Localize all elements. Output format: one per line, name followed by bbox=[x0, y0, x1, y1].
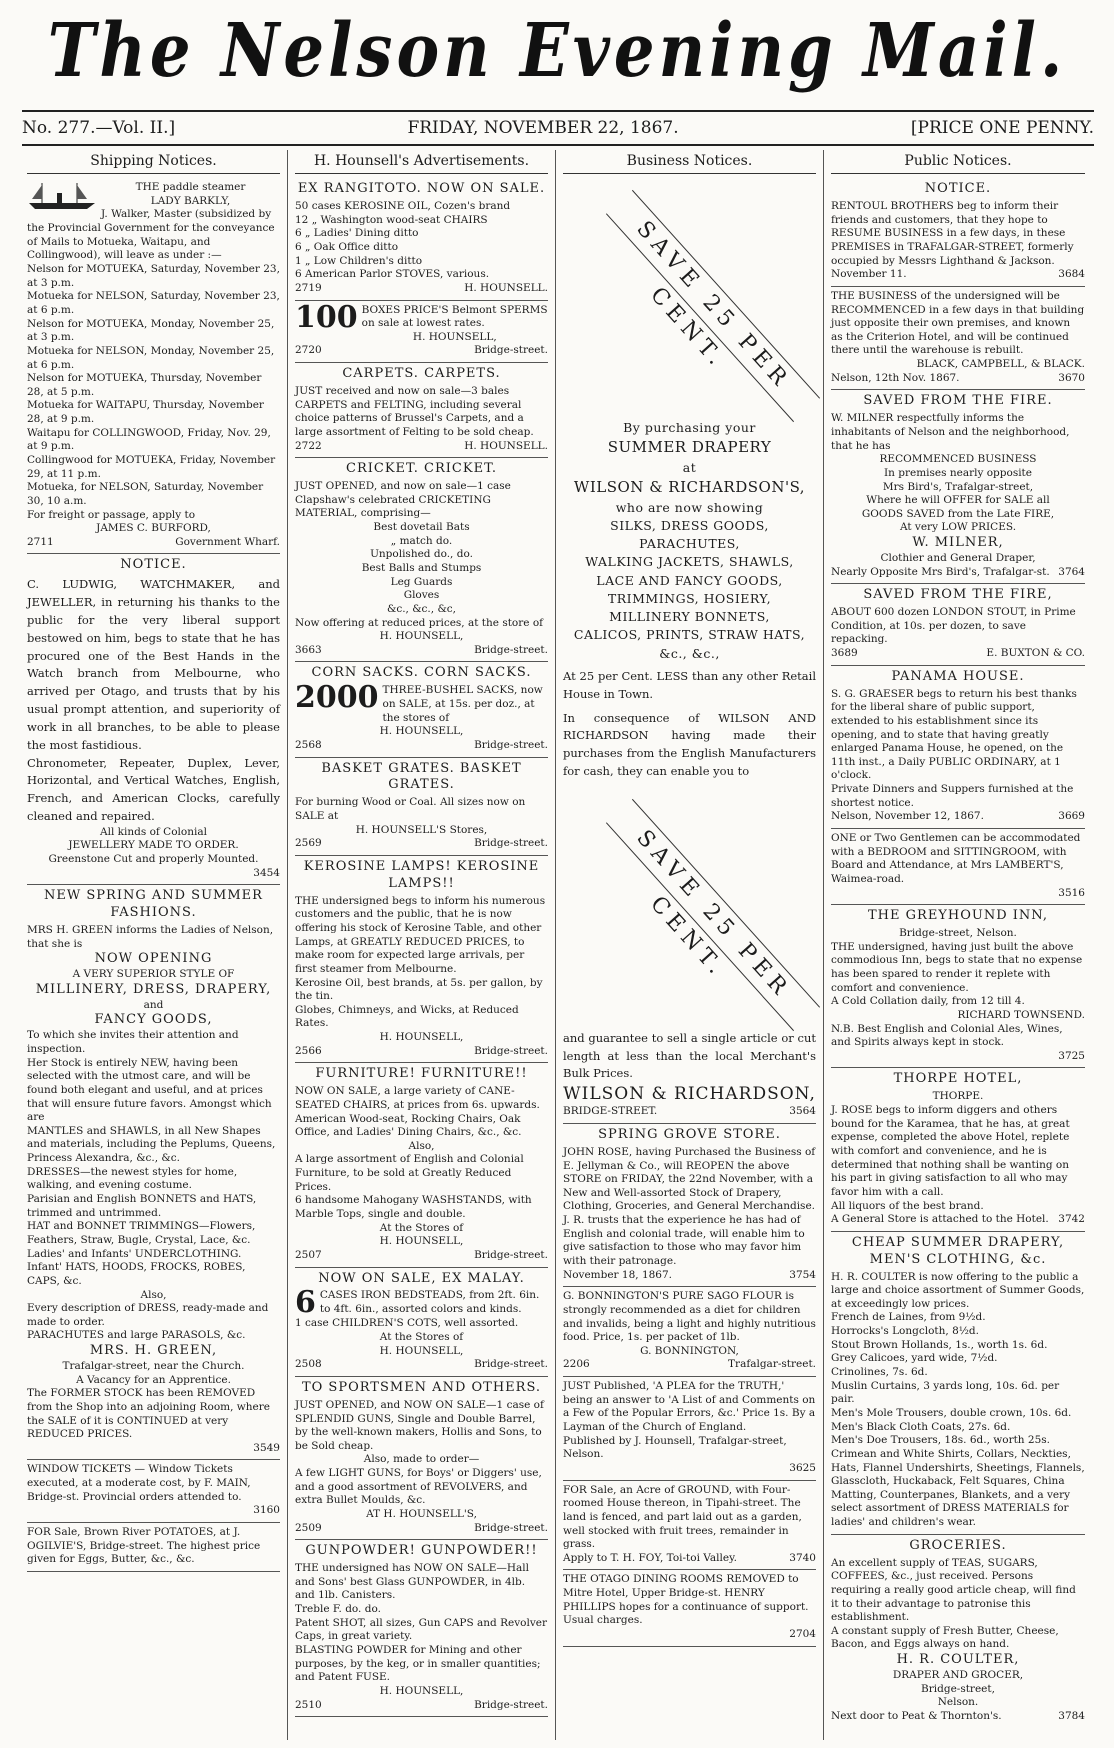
ad-date: Nelson, 12th Nov. 1867. bbox=[831, 371, 960, 384]
ad-text: N.B. Best English and Colonial Ales, Wines, and Spirits always kept in stock. bbox=[831, 1022, 1063, 1049]
ad-number: 3625 bbox=[789, 1461, 816, 1474]
ad-text: at bbox=[682, 459, 697, 475]
ad-number: 3454 bbox=[253, 866, 280, 879]
wilson-richardson-footer bbox=[563, 1027, 816, 1124]
wilson-richardson-ad bbox=[563, 420, 816, 662]
ad-heading: EX RANGITOTO. NOW ON SALE. bbox=[297, 181, 546, 197]
ad-date: Nelson, November 12, 1867. bbox=[831, 810, 984, 823]
ad-place: Bridge-street. bbox=[474, 1521, 548, 1534]
ad-text: 1 case CHILDREN'S COTS, well assorted. bbox=[295, 1317, 519, 1330]
ad-text: who are now showing bbox=[615, 499, 764, 515]
list-item: Crinolines, 7s. 6d. bbox=[831, 1366, 928, 1379]
steamship-icon bbox=[27, 181, 97, 211]
list-item: „ match do. bbox=[390, 534, 453, 547]
ad-window-tickets bbox=[27, 1460, 280, 1523]
column-public bbox=[824, 150, 1092, 1740]
column-header: Business Notices. bbox=[563, 150, 816, 174]
ad-sperms bbox=[295, 301, 548, 364]
ad-heading: SAVED FROM THE FIRE, bbox=[863, 587, 1053, 603]
ad-place: BRIDGE-STREET. bbox=[563, 1105, 658, 1118]
list-item: MILLINERY BONNETS, bbox=[609, 609, 770, 625]
ad-number: 3684 bbox=[1058, 268, 1085, 281]
ad-otago-dining bbox=[563, 1570, 816, 1646]
list-item: Men's Mole Trousers, double crown, 10s. 6d. bbox=[831, 1406, 1072, 1419]
ad-acre bbox=[563, 1481, 816, 1571]
list-item: 50 cases KEROSINE OIL, Cozen's brand bbox=[295, 200, 511, 213]
ad-text: A large assortment of English and Colonial Furniture, to be sold at Greatly Reduced Prices. bbox=[295, 1153, 524, 1193]
ad-text: GOODS SAVED from the Late FIRE, bbox=[861, 507, 1055, 520]
ad-heading: GUNPOWDER! GUNPOWDER!! bbox=[305, 1543, 538, 1559]
ad-text: At the Stores of bbox=[379, 1331, 464, 1344]
ad-plea bbox=[563, 1377, 816, 1480]
issue-price: [PRICE ONE PENNY. bbox=[910, 118, 1094, 138]
ad-body: C. LUDWIG, WATCHMAKER, and JEWELLER, in returning his thanks to the public for the very liberal support bestowed on him, begs to state that he has procured one of the Best Hands in the Watch branch from Melbourne, who arrived per Otago, and trusts that by his usual prompt attention, and superiority of work in all branches, to be able to please the most fastidious. bbox=[27, 577, 280, 752]
ad-place: Bridge-street. bbox=[474, 643, 548, 656]
schedule-item: Motueka for NELSON, Monday, November 25, at 6 p.m. bbox=[27, 344, 275, 371]
ad-number: 3725 bbox=[1058, 1049, 1085, 1062]
ad-body: JOHN ROSE, having Purchased the Business of E. Jellyman & Co., will REOPEN the above STORE on FRIDAY, the 22nd November, with a New and Well-assorted Stock of Drapery, Clothing, Groceries, and General Merchandise. bbox=[563, 1145, 816, 1213]
ad-place: Bridge-street. bbox=[474, 1698, 548, 1711]
ad-body: J. ROSE begs to inform diggers and others bound for the Karamea, that he has, at great expense, completed the above Hotel, replete with comfort and convenience, and he is determined that nothing shall be wanting on his part in giving satisfaction to all who may favor him with a call. bbox=[831, 1104, 1070, 1198]
schedule-item: Nelson for MOTUEKA, Saturday, November 23, at 3 p.m. bbox=[27, 263, 280, 289]
ad-kerosine-lamps bbox=[295, 856, 548, 1063]
list-item: Horrocks's Longcloth, 8½d. bbox=[831, 1325, 979, 1338]
ad-text: RECOMMENCED BUSINESS bbox=[879, 453, 1037, 466]
schedule-item: Nelson for MOTUEKA, Thursday, November 28, at 5 p.m. bbox=[27, 372, 262, 398]
ad-body: THE BUSINESS of the undersigned will be RECOMMENCED in a few days in that building just opposite their own premises, and known as the Criterion Hotel, and will be continued there until the warehouse is rebuilt. bbox=[831, 289, 1085, 357]
save-banner-top bbox=[563, 178, 816, 418]
list-item: &c., &c., bbox=[659, 645, 720, 661]
ad-text: Next door to Peat & Thornton's. bbox=[831, 1709, 1002, 1722]
ad-text: DRAPER AND GROCER, bbox=[892, 1669, 1024, 1681]
ad-black-campbell bbox=[831, 287, 1085, 390]
ad-milner bbox=[831, 390, 1085, 584]
ad-number: 2510 bbox=[295, 1698, 322, 1711]
list-item: MANTLES and SHAWLS, in all New Shapes and materials, including the Peplums, Queens, Princess Alexandra, &c., &c. bbox=[27, 1124, 276, 1165]
ad-text: BLASTING POWDER for Mining and other purposes, by the keg, or in smaller quantities; and Patent FUSE. bbox=[295, 1644, 541, 1684]
ad-name: W. MILNER, bbox=[912, 535, 1004, 551]
ad-body: THE undersigned has NOW ON SALE—Hall and Sons' best Glass GUNPOWDER, in 4lb. and 1lb. Canisters. bbox=[295, 1562, 529, 1602]
ad-number: 3663 bbox=[295, 643, 322, 656]
ad-corn-sacks bbox=[295, 662, 548, 757]
ad-body: G. BONNINGTON'S PURE SAGO FLOUR is strongly recommended as a diet for children and invalids, being a light and highly nutritious food. Price, 1s. per packet of 1lb. bbox=[563, 1290, 816, 1344]
ad-text: The FORMER STOCK has been REMOVED from the Shop into an adjoining Room, where the SALE of it is CONTINUED at very REDUCED PRICES. bbox=[27, 1387, 270, 1441]
ad-sportsmen bbox=[295, 1377, 548, 1540]
firm-name: WILSON & RICHARDSON, bbox=[563, 1084, 816, 1105]
save-banner-bottom bbox=[563, 787, 816, 1027]
ad-heading: PANAMA HOUSE. bbox=[891, 668, 1025, 684]
ad-text: A Vacancy for an Apprentice. bbox=[76, 1373, 231, 1386]
ad-text: Treble F. do. do. bbox=[295, 1603, 381, 1616]
ad-text: Private Dinners and Suppers furnished at the shortest notice. bbox=[831, 783, 1074, 809]
ad-number: 2720 bbox=[295, 344, 322, 357]
ad-text: Apply to T. H. FOY, Toi-toi Valley. bbox=[563, 1551, 737, 1564]
ad-furniture bbox=[295, 1063, 548, 1267]
ad-text: Patent SHOT, all sizes, Gun CAPS and Revolver Caps, in great variety. bbox=[295, 1616, 548, 1643]
ad-place: Government Wharf. bbox=[175, 535, 280, 548]
ad-heading: NEW SPRING AND SUMMER FASHIONS. bbox=[44, 888, 263, 921]
schedule-item: Motueka for WAITAPU, Thursday, November 28, at 9 p.m. bbox=[27, 399, 264, 426]
ad-number: 3549 bbox=[253, 1441, 280, 1454]
ad-signature: AT H. HOUNSELL'S, bbox=[366, 1508, 477, 1521]
ad-signature: H. HOUNSELL. bbox=[464, 281, 548, 294]
ad-panama bbox=[831, 666, 1085, 829]
list-item: SILKS, DRESS GOODS, bbox=[610, 517, 769, 533]
save-banner-text: SAVE 25 PER CENT. bbox=[606, 799, 820, 1031]
ad-place: Bridge-street. bbox=[474, 344, 548, 357]
ad-body: In consequence of WILSON AND RICHARDSON having made their purchases from the English Manufacturers for cash, they can enable you to bbox=[563, 710, 816, 778]
ad-number: 3516 bbox=[1058, 886, 1085, 899]
ad-signature: H. HOUNSELL, bbox=[379, 1235, 464, 1248]
ad-greyhound bbox=[831, 905, 1085, 1068]
ad-text: Kerosine Oil, best brands, at 5s. per gallon, by the tin. bbox=[295, 976, 543, 1003]
ad-body: FOR Sale, Brown River POTATOES, at J. OGILVIE'S, Bridge-street. The highest price given for Eggs, Butter, &c., &c. bbox=[27, 1526, 261, 1566]
ad-body: BOXES PRICE'S Belmont SPERMS on sale at lowest rates. bbox=[361, 303, 548, 330]
list-item: Men's Black Cloth Coats, 27s. 6d. bbox=[831, 1420, 1011, 1433]
ad-signature: G. BONNINGTON, bbox=[640, 1344, 739, 1357]
ship-line1: THE paddle steamer bbox=[135, 181, 246, 194]
ad-heading: BASKET GRATES. BASKET GRATES. bbox=[321, 760, 522, 793]
ad-body: S. G. GRAESER begs to return his best thanks for the liberal share of public support, extended to his establishment since its opening, and to state that having greatly enlarged Panama House, he opened, on the 11th inst., a Daily PUBLIC ORDINARY, at 1 o'clock. bbox=[831, 687, 1077, 782]
ad-place: Bridge-street. bbox=[474, 738, 548, 751]
ad-text: Every description of DRESS, ready-made and made to order. bbox=[27, 1302, 269, 1328]
ad-body: JUST OPENED, and NOW ON SALE—1 case of SPLENDID GUNS, Single and Double Barrel, by the well-known makers, Hollis and Sons, to be Sold cheap. bbox=[295, 1398, 544, 1452]
issue-number: No. 277.—Vol. II.] bbox=[22, 118, 176, 138]
list-item: Men's Doe Trousers, 18s. 6d., worth 25s. bbox=[831, 1434, 1050, 1447]
list-item: French de Laines, from 9½d. bbox=[831, 1311, 986, 1324]
ad-text: At the Stores of bbox=[379, 1221, 464, 1234]
list-item: Unpolished do., do. bbox=[370, 548, 473, 561]
ad-lambert bbox=[831, 829, 1085, 905]
ad-text: Crimean and White Shirts, Collars, Neckties, Hats, Flannel Undershirts, Sheetings, Flannels, Glasscloth, Huckaback, Felt Squares, China Matting, Counterpanes, Blankets, and a very select assortment of DRESS MATERIALS for ladies' and children's wear. bbox=[831, 1447, 1085, 1529]
list-item: PARACHUTES, bbox=[639, 536, 740, 552]
agent-name: JAMES C. BURFORD, bbox=[96, 522, 211, 535]
ad-heading: GROCERIES. bbox=[909, 1537, 1007, 1553]
ad-signature: H. HOUNSELL, bbox=[379, 1344, 464, 1357]
ad-place: Bridge-street. bbox=[474, 1044, 548, 1057]
ad-signature: H. HOUNSELL, bbox=[412, 330, 497, 343]
ad-body: An excellent supply of TEAS, SUGARS, COFFEES, &c., just received. Persons requiring a really good article cheap, will find it to their advantage to patronise this establishment. bbox=[831, 1556, 1076, 1624]
list-item: Leg Guards bbox=[390, 575, 453, 588]
ad-text: A General Store is attached to the Hotel. bbox=[831, 1213, 1049, 1226]
ad-heading: TO SPORTSMEN AND OTHERS. bbox=[301, 1380, 542, 1396]
firm-name: WILSON & RICHARDSON'S, bbox=[573, 478, 806, 497]
schedule-item: Motueka, for NELSON, Saturday, November 30, 10 a.m. bbox=[27, 481, 264, 507]
ad-text: A few LIGHT GUNS, for Boys' or Diggers' use, and a good assortment of REVOLVERS, and extra Bullet Moulds, &c. bbox=[295, 1467, 542, 1507]
schedule-item: Motueka for NELSON, Saturday, November 23, at 6 p.m. bbox=[27, 290, 280, 316]
ad-number: 2507 bbox=[295, 1248, 322, 1261]
ad-number: 3564 bbox=[789, 1105, 816, 1118]
ad-text: Trafalgar-street, near the Church. bbox=[62, 1359, 245, 1372]
ad-text: In premises nearly opposite bbox=[884, 466, 1032, 479]
list-item: CALICOS, PRINTS, STRAW HATS, bbox=[573, 627, 806, 643]
ad-number: 2206 bbox=[563, 1358, 590, 1371]
ad-malay bbox=[295, 1268, 548, 1377]
ad-heading: CHEAP SUMMER DRAPERY, MEN'S CLOTHING, &c. bbox=[851, 1234, 1065, 1267]
ad-text: Bridge-street, Nelson. bbox=[899, 927, 1017, 940]
save-banner-text: SAVE 25 PER CENT. bbox=[606, 190, 820, 422]
masthead bbox=[0, 0, 1114, 104]
ad-lady-barkly bbox=[27, 178, 280, 554]
ad-coulter bbox=[831, 1232, 1085, 1535]
ad-text: Globes, Chimneys, and Wicks, at Reduced Rates. bbox=[295, 1003, 519, 1030]
ad-number: 3689 bbox=[831, 647, 858, 660]
list-item: Stout Brown Hollands, 1s., worth 1s. 6d. bbox=[831, 1338, 1048, 1351]
ad-number: 3754 bbox=[789, 1268, 816, 1281]
issue-date: FRIDAY, NOVEMBER 22, 1867. bbox=[407, 118, 679, 138]
ad-cricket bbox=[295, 458, 548, 662]
ad-text: SUMMER DRAPERY bbox=[607, 438, 772, 457]
ad-body: and guarantee to sell a single article or cut length at less than the local Merchant's Bulk Prices. bbox=[563, 1030, 816, 1081]
ad-text: Bridge-street, bbox=[921, 1682, 995, 1695]
ad-heading: CRICKET. CRICKET. bbox=[346, 461, 497, 477]
ad-text: All liquors of the best brand. bbox=[831, 1199, 984, 1212]
list-item: Parisian and English BONNETS and HATS, trimmed and untrimmed. bbox=[27, 1193, 257, 1219]
column-shipping bbox=[20, 150, 288, 1740]
ad-big-number: 6 bbox=[295, 1285, 316, 1321]
ad-signature: H. HOUNSELL, bbox=[379, 725, 464, 738]
schedule-item: Collingwood for MOTUEKA, Friday, November 29, at 11 p.m. bbox=[27, 454, 276, 480]
ad-heading: CORN SACKS. CORN SACKS. bbox=[311, 665, 532, 681]
ad-number: 2711 bbox=[27, 535, 54, 548]
ad-text: Where he will OFFER for SALE all bbox=[866, 494, 1050, 507]
ad-place: Nearly Opposite Mrs Bird's, Trafalgar-st. bbox=[831, 565, 1050, 578]
ad-body: ABOUT 600 dozen LONDON STOUT, in Prime Condition, at 10s. per dozen, to save repacking. bbox=[831, 606, 1076, 646]
ad-body: Chronometer, Repeater, Duplex, Lever, Horizontal, and Vertical Watches, English, French, and American Clocks, carefully cleaned and repaired. bbox=[27, 755, 280, 823]
column-header: Public Notices. bbox=[831, 150, 1085, 174]
ad-date: November 18, 1867. bbox=[563, 1268, 672, 1281]
newspaper-title: The Nelson Evening Mail. bbox=[47, 8, 1067, 95]
ad-heading: NOTICE. bbox=[924, 181, 992, 197]
ad-number: 2569 bbox=[295, 837, 322, 850]
ad-text: Nelson. bbox=[937, 1696, 979, 1709]
ad-text: and bbox=[143, 998, 164, 1011]
ad-number: 3742 bbox=[1058, 1213, 1085, 1226]
list-item: Ladies' and Infants' UNDERCLOTHING. bbox=[27, 1247, 242, 1260]
column-business bbox=[556, 150, 824, 1740]
ad-text: Also, bbox=[408, 1139, 435, 1152]
list-item: WALKING JACKETS, SHAWLS, bbox=[585, 554, 794, 570]
list-item: Gloves bbox=[403, 589, 440, 602]
ad-body: CASES IRON BEDSTEADS, from 2ft. 6in. to 4ft. 6in., assorted colors and kinds. bbox=[319, 1289, 540, 1316]
ad-text: Mrs Bird's, Trafalgar-street, bbox=[882, 480, 1034, 493]
ad-number: 2719 bbox=[295, 281, 322, 294]
ad-body: MRS H. GREEN informs the Ladies of Nelson, that she is bbox=[27, 924, 274, 950]
ad-heading: NOTICE. bbox=[120, 557, 187, 573]
ad-number: 3764 bbox=[1058, 565, 1085, 578]
ad-heading: SAVED FROM THE FIRE. bbox=[863, 393, 1053, 409]
ad-signature: H. HOUNSELL. bbox=[464, 439, 548, 452]
ad-body: WINDOW TICKETS — Window Tickets executed, at a moderate cost, by F. MAIN, Bridge-st. Provincial orders attended to. bbox=[27, 1463, 251, 1503]
ad-potatoes bbox=[27, 1523, 280, 1572]
ad-body: JUST received and now on sale—3 bales CARPETS and FELTING, including several choice patterns of Brussel's Carpets, and a large assortment of Felting to be sold cheap. bbox=[295, 385, 534, 438]
ad-text: Now offering at reduced prices, at the store of bbox=[295, 616, 544, 629]
ad-text: Also, bbox=[140, 1288, 167, 1301]
ad-signature: H. HOUNSELL, bbox=[379, 630, 464, 643]
list-item: 12 „ Washington wood-seat CHAIRS bbox=[295, 213, 488, 226]
ad-number: 2509 bbox=[295, 1521, 322, 1534]
column-header: Shipping Notices. bbox=[27, 150, 280, 174]
ad-buxton bbox=[831, 584, 1085, 665]
ad-gunpowder bbox=[295, 1540, 548, 1717]
schedule-item: Nelson for MOTUEKA, Monday, November 25, at 3 p.m. bbox=[27, 317, 275, 344]
ad-body: NOW ON SALE, a large variety of CANE-SEATED CHAIRS, at prices from 6s. upwards. American Wood-seat, Rocking Chairs, Oak Office, and Ladies' Dining Chairs, &c., &c. bbox=[295, 1085, 540, 1139]
ad-signature: H. HOUNSELL, bbox=[379, 1684, 464, 1697]
ad-text: A Cold Collation daily, from 12 till 4. bbox=[831, 995, 1025, 1008]
ad-body: W. MILNER respectfully informs the inhabitants of Nelson and the neighborhood, that he has bbox=[831, 412, 1070, 452]
ad-text: MILLINERY, DRESS, DRAPERY, bbox=[35, 981, 272, 997]
ad-text: A constant supply of Fresh Butter, Cheese, Bacon, and Eggs always on hand. bbox=[831, 1624, 1059, 1651]
ad-text: Clothier and General Draper, bbox=[880, 551, 1036, 564]
ad-body: For burning Wood or Coal. All sizes now on SALE at bbox=[295, 796, 526, 822]
ad-text: Published by J. Hounsell, Trafalgar-street, Nelson. bbox=[563, 1434, 787, 1461]
ad-place: Bridge-street. bbox=[474, 1248, 548, 1261]
ad-big-number: 2000 bbox=[295, 680, 379, 716]
ad-body: THE undersigned begs to inform his numerous customers and the public, that he is now offering his stock of Kerosine Table, and other Lamps, at GREATLY REDUCED PRICES, to make room for expected large arrivals, per first steamer from Melbourne. bbox=[295, 894, 546, 975]
ad-text: 6 handsome Mahogany WASHSTANDS, with Marble Tops, single and double. bbox=[295, 1194, 532, 1220]
ad-text: All kinds of Colonial bbox=[100, 825, 207, 838]
list-item: HAT and BONNET TRIMMINGS—Flowers, Feathers, Straw, Bugle, Crystal, Lace, &c. bbox=[27, 1220, 256, 1246]
ad-number: 2722 bbox=[295, 439, 322, 452]
ad-groceries bbox=[831, 1535, 1085, 1728]
ad-number: 2704 bbox=[789, 1628, 816, 1641]
list-item: 6 American Parlor STOVES, various. bbox=[295, 268, 490, 281]
ad-text: J. R. trusts that the experience he has had of English and colonial trade, will enable him to give satisfaction to those who may favor him with their patronage. bbox=[563, 1214, 805, 1267]
ad-signature: RICHARD TOWNSEND. bbox=[957, 1008, 1085, 1021]
ad-body: JUST Published, 'A PLEA for the TRUTH,' being an answer to 'A List of and Comments on a Few of the Popular Errors, &c.' Price 1s. By a Layman of the Church of England. bbox=[563, 1380, 816, 1434]
list-item: Best Balls and Stumps bbox=[361, 561, 482, 574]
ad-body: RENTOUL BROTHERS beg to inform their friends and customers, that they hope to RESUME BUSINESS in a few days, in these PREMISES in TRAFALGAR-STREET, formerly occupied by Messrs Lighthand & Jackson. bbox=[831, 200, 1074, 267]
ad-text: A VERY SUPERIOR STYLE OF bbox=[72, 968, 235, 981]
ad-text: NOW OPENING bbox=[94, 951, 213, 967]
ad-name: MRS. H. GREEN, bbox=[89, 1343, 218, 1359]
ad-thorpe bbox=[831, 1068, 1085, 1231]
ad-number: 2566 bbox=[295, 1044, 322, 1057]
list-item: Infant' HATS, HOODS, FROCKS, ROBES, CAPS, &c. bbox=[27, 1261, 246, 1287]
ad-date: November 11. bbox=[831, 268, 907, 281]
ad-number: 3740 bbox=[789, 1551, 816, 1564]
dateline bbox=[22, 110, 1094, 146]
ship-name: LADY BARKLY, bbox=[150, 194, 231, 207]
ad-text: At very LOW PRICES. bbox=[899, 521, 1017, 534]
ad-text: To which she invites their attention and inspection. bbox=[27, 1029, 239, 1055]
ad-text: FANCY GOODS, bbox=[94, 1012, 213, 1028]
ship-body: J. Walker, Master (subsidized by the Provincial Government for the conveyance of Mails to Motueka, Waitapu, and Collingwood), will leave as under :— bbox=[27, 208, 275, 262]
ad-number: 3669 bbox=[1058, 810, 1085, 823]
list-item: LACE AND FANCY GOODS, bbox=[596, 572, 783, 588]
ad-big-number: 100 bbox=[295, 299, 358, 335]
ad-basket-grates bbox=[295, 758, 548, 856]
schedule-item: Waitapu for COLLINGWOOD, Friday, Nov. 29, at 9 p.m. bbox=[27, 426, 271, 453]
ad-heading: FURNITURE! FURNITURE!! bbox=[315, 1066, 528, 1082]
ad-ludwig bbox=[27, 554, 280, 885]
ad-heading: NOW ON SALE, EX MALAY. bbox=[318, 1270, 525, 1286]
ad-text: By purchasing your bbox=[623, 420, 756, 436]
list-item: Muslin Curtains, 3 yards long, 10s. 6d. per pair. bbox=[831, 1379, 1060, 1406]
ad-place: Bridge-street. bbox=[474, 837, 548, 850]
ad-rangitoto bbox=[295, 178, 548, 300]
list-item: 1 „ Low Children's ditto bbox=[295, 254, 423, 267]
list-item: 6 „ Oak Office ditto bbox=[295, 241, 399, 253]
ad-fashions bbox=[27, 885, 280, 1460]
list-item: DRESSES—the newest styles for home, walking, and evening costume. bbox=[27, 1165, 238, 1192]
ad-heading: KEROSINE LAMPS! KEROSINE LAMPS!! bbox=[303, 858, 540, 891]
freight-text: For freight or passage, apply to bbox=[27, 508, 196, 521]
ad-carpets bbox=[295, 363, 548, 458]
ad-text: THORPE. bbox=[932, 1090, 984, 1103]
ad-signature: H. HOUNSELL'S Stores, bbox=[355, 823, 488, 836]
ad-body: At 25 per Cent. LESS than any other Retail House in Town. bbox=[563, 668, 816, 701]
list-item: &c., &c., &c, bbox=[386, 602, 457, 615]
ad-heading: CARPETS. CARPETS. bbox=[342, 366, 501, 382]
list-item: Grey Calicoes, yard wide, 7½d. bbox=[831, 1352, 998, 1365]
ad-number: 2568 bbox=[295, 738, 322, 751]
ad-sago bbox=[563, 1287, 816, 1377]
ad-signature: E. BUXTON & CO. bbox=[986, 647, 1085, 660]
ad-heading: SPRING GROVE STORE. bbox=[598, 1126, 781, 1142]
ad-heading: THORPE HOTEL, bbox=[893, 1071, 1023, 1087]
ad-text: Greenstone Cut and properly Mounted. bbox=[48, 853, 259, 866]
ad-text: Also, made to order— bbox=[363, 1453, 480, 1466]
ad-name: H. R. COULTER, bbox=[896, 1652, 1020, 1668]
ad-place: Trafalgar-street. bbox=[728, 1358, 816, 1371]
ad-body: FOR Sale, an Acre of GROUND, with Four-roomed House thereon, in Tipahi-street. The land is fenced, and part laid out as a garden, well stocked with fruit trees, remainder in grass. bbox=[563, 1483, 802, 1551]
ad-rentoul bbox=[831, 178, 1085, 287]
ad-heading: THE GREYHOUND INN, bbox=[868, 908, 1048, 924]
ad-body: JUST OPENED, and now on sale—1 case Clapshaw's celebrated CRICKETING MATERIAL, comprising— bbox=[295, 480, 511, 520]
ad-spring-grove bbox=[563, 1124, 816, 1287]
list-item: Best dovetail Bats bbox=[373, 521, 470, 534]
ad-text: PARACHUTES and large PARASOLS, &c. bbox=[27, 1329, 246, 1342]
list-item: TRIMMINGS, HOSIERY, bbox=[607, 590, 772, 606]
column-hounsell bbox=[288, 150, 556, 1740]
ad-signature: H. HOUNSELL, bbox=[379, 1031, 464, 1044]
list-item: 6 „ Ladies' Dining ditto bbox=[295, 227, 419, 240]
ad-signature: BLACK, CAMPBELL, & BLACK. bbox=[916, 358, 1085, 371]
ad-body: H. R. COULTER is now offering to the public a large and choice assortment of Summer Goods, at exceedingly low prices. bbox=[831, 1270, 1085, 1310]
ad-body: THE undersigned, having just built the above commodious Inn, begs to state that no expense has been spared to render it replete with comfort and convenience. bbox=[831, 940, 1083, 994]
ad-body: THE OTAGO DINING ROOMS REMOVED to Mitre Hotel, Upper Bridge-st. HENRY PHILLIPS hopes for a continuance of support. Usual charges. bbox=[563, 1573, 809, 1627]
ad-body: THREE-BUSHEL SACKS, now on SALE, at 15s. per doz., at the stores of bbox=[382, 684, 543, 724]
column-header: H. Hounsell's Advertisements. bbox=[295, 150, 548, 174]
ad-body: ONE or Two Gentlemen can be accommodated with a BEDROOM and SITTINGROOM, with Board and Attendance, at Mrs LAMBERT'S, Waimea-road. bbox=[831, 831, 1081, 885]
ad-text: Her Stock is entirely NEW, having been selected with the utmost care, and will be found both elegant and useful, and at prices that will ensure future favors. Amongst which are bbox=[27, 1056, 272, 1124]
ad-place: Bridge-street. bbox=[474, 1358, 548, 1371]
columns bbox=[20, 150, 1094, 1740]
ad-number: 3784 bbox=[1058, 1709, 1085, 1722]
ad-text: JEWELLERY MADE TO ORDER. bbox=[68, 839, 239, 852]
ad-number: 3160 bbox=[253, 1504, 280, 1517]
ad-number: 2508 bbox=[295, 1358, 322, 1371]
ad-number: 3670 bbox=[1058, 371, 1085, 384]
